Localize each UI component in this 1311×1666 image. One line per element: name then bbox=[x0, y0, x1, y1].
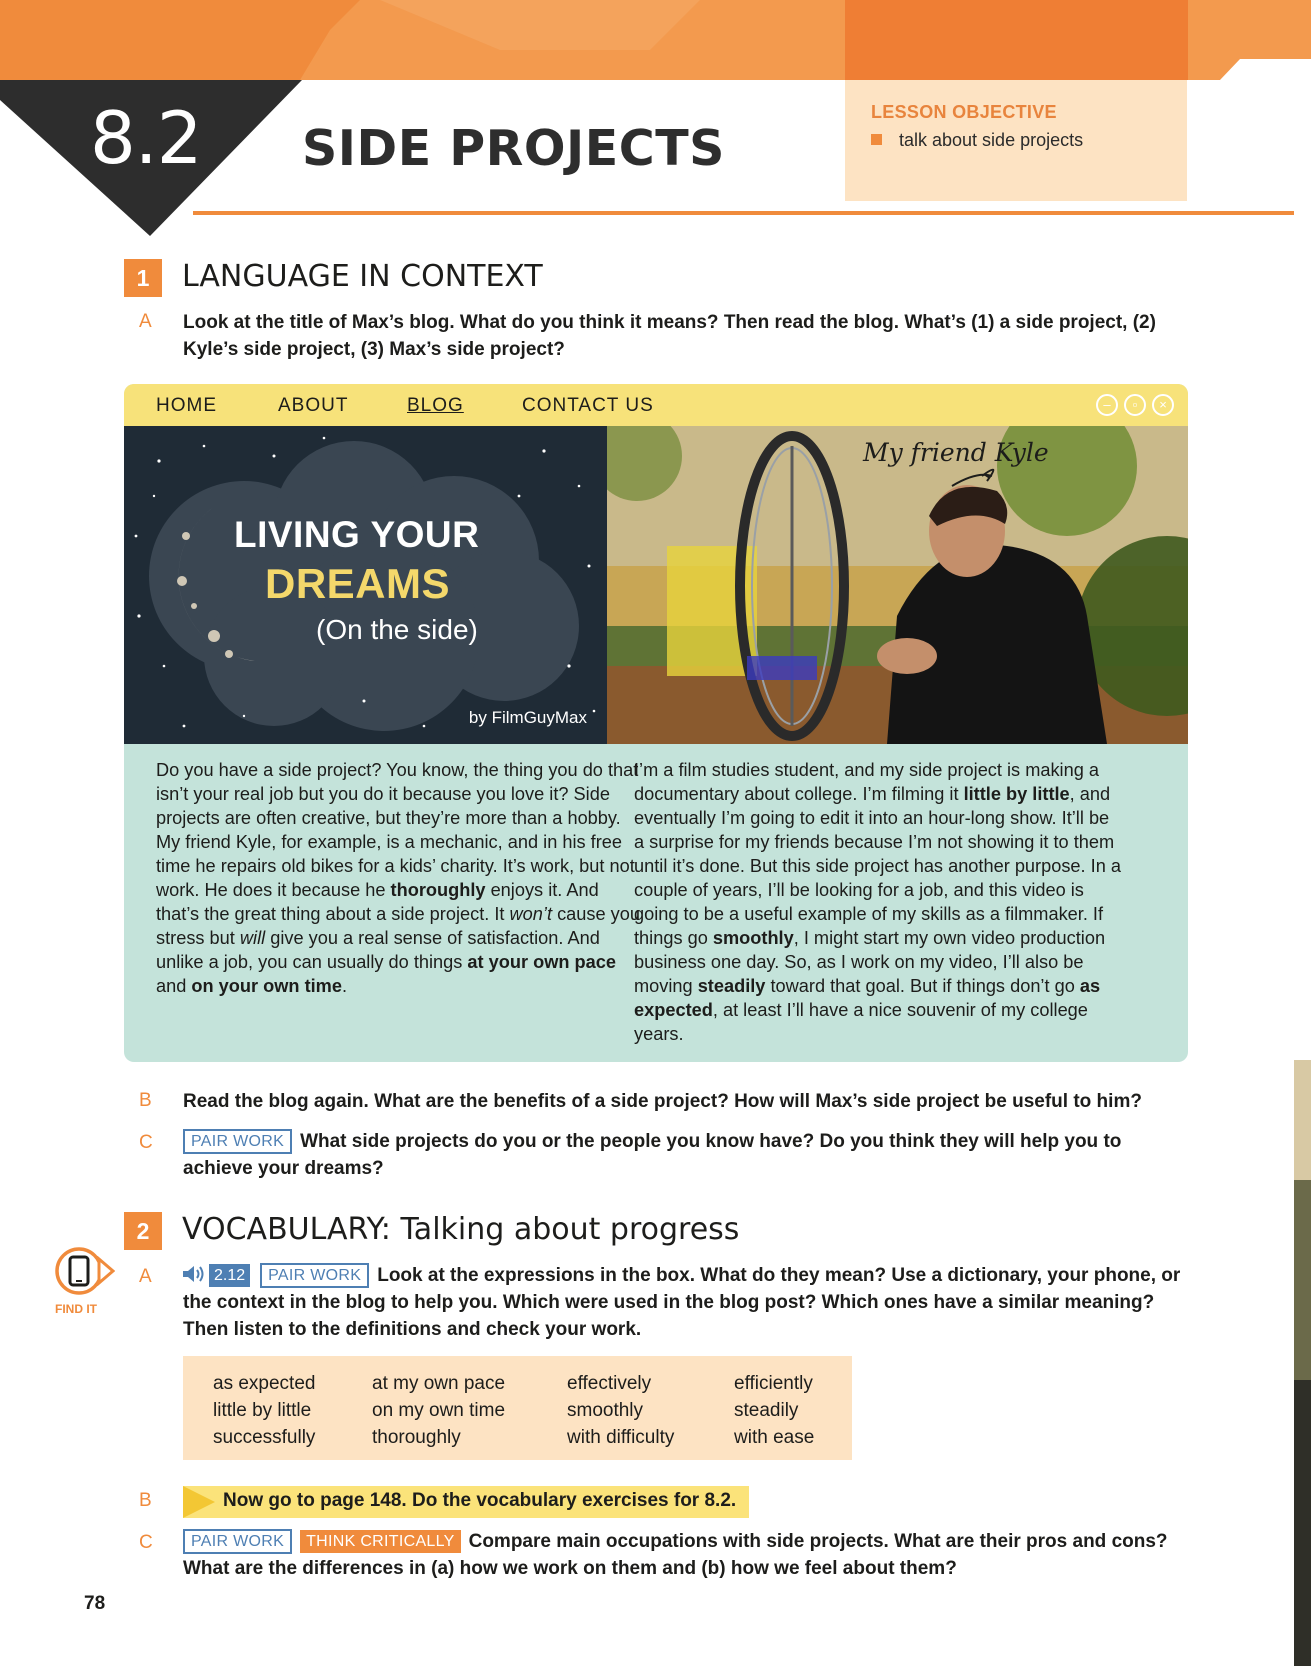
vocab-item: efficiently bbox=[734, 1373, 813, 1394]
blog-text-run: , and eventually I’m going to edit it into an hour-long show. It’ll be a surprise for my friends because I’m not showing it to them until it’s done. But this side project has another purpose. In a couple of years, I’ll be looking for a job, and this video is going to be a useful example of my skills as a filmmaker. If things go bbox=[634, 784, 1121, 948]
section-2-title: VOCABULARY: Talking about progress bbox=[182, 1212, 740, 1247]
nav-about[interactable]: ABOUT bbox=[278, 395, 349, 416]
audio-track-number[interactable]: 2.12 bbox=[209, 1264, 250, 1287]
blog-text-run: smoothly bbox=[712, 928, 794, 948]
blog-text-run: at your own pace bbox=[467, 952, 616, 972]
blog-text-run: I’m a film studies student, and my side project is making a documentary about college. I’m filming it bbox=[634, 760, 1099, 804]
think-critically-tag: THINK CRITICALLY bbox=[300, 1530, 461, 1553]
blog-text-run: give you a real sense of satisfaction. And unlike a job, you can usually do things bbox=[156, 928, 600, 972]
blog-text-run: , at least I’ll have a nice souvenir of my college years. bbox=[634, 1000, 1088, 1044]
exercise-2b-banner bbox=[183, 1486, 749, 1518]
minimize-icon[interactable]: – bbox=[1096, 394, 1118, 416]
vocab-item: successfully bbox=[213, 1427, 316, 1448]
vocab-column-3 bbox=[567, 1370, 674, 1451]
photo-caption: My friend Kyle bbox=[863, 438, 1049, 467]
exercise-1c-text: What side projects do you or the people you know have? Do you think they will help you to achieve your dreams? bbox=[183, 1131, 1122, 1179]
blog-hero-banner bbox=[124, 426, 607, 744]
objective-item bbox=[871, 130, 1083, 151]
photo-man-repairing-bike bbox=[607, 426, 1188, 744]
section-2-number: 2 bbox=[124, 1212, 162, 1250]
arrow-right-icon bbox=[183, 1486, 215, 1518]
blog-text-run: steadily bbox=[697, 976, 766, 996]
blog-text-run: little by little bbox=[963, 784, 1070, 804]
nav-contact-us[interactable]: CONTACT US bbox=[522, 395, 654, 416]
vocab-item: thoroughly bbox=[372, 1427, 461, 1448]
blog-text-run: won’t bbox=[509, 904, 553, 924]
vocab-column-4 bbox=[734, 1370, 814, 1451]
lesson-objective-box bbox=[845, 80, 1187, 201]
vocab-item: with difficulty bbox=[567, 1427, 675, 1448]
vocab-item: little by little bbox=[213, 1400, 312, 1421]
blog-text-run: on your own time bbox=[191, 976, 342, 996]
objective-item-text: talk about side projects bbox=[899, 130, 1084, 150]
header-divider bbox=[193, 211, 1294, 215]
maximize-icon[interactable]: ▫ bbox=[1124, 394, 1146, 416]
section-1-number: 1 bbox=[124, 259, 162, 297]
blog-column-1 bbox=[156, 758, 646, 998]
blog-hero-line1: LIVING YOUR bbox=[234, 514, 480, 555]
exercise-2c-letter: C bbox=[139, 1532, 153, 1553]
exercise-1b-letter: B bbox=[139, 1090, 152, 1111]
vocab-column-1 bbox=[213, 1370, 315, 1451]
vocab-item: at my own pace bbox=[372, 1373, 506, 1394]
blog-text-run: as expected bbox=[634, 976, 1101, 1020]
phone-icon bbox=[53, 1245, 115, 1301]
find-it-badge[interactable] bbox=[53, 1245, 115, 1319]
nav-home[interactable]: HOME bbox=[156, 395, 217, 416]
pair-work-tag: PAIR WORK bbox=[183, 1129, 292, 1154]
vocab-item: as expected bbox=[213, 1373, 316, 1394]
vocab-item: steadily bbox=[734, 1400, 799, 1421]
section-1-title: LANGUAGE IN CONTEXT bbox=[182, 259, 543, 294]
blog-hero-line3: (On the side) bbox=[316, 614, 478, 645]
exercise-2a-text: Look at the expressions in the box. What do they mean? Use a dictionary, your phone, or the context in the blog to help you. Which were used in the blog post? Which ones have a similar meaning? Then listen to the definitions and check your work. bbox=[183, 1265, 1181, 1340]
exercise-1a-instruction: Look at the title of Max’s blog. What do you think it means? Then read the blog. What’s (1) a side project, (2) Kyle’s side project, (3) Max’s side project? bbox=[183, 312, 1156, 360]
exercise-1c-instruction bbox=[183, 1128, 1193, 1182]
objective-heading: LESSON OBJECTIVE bbox=[871, 102, 1057, 122]
pair-work-tag: PAIR WORK bbox=[260, 1263, 369, 1288]
blog-column-2 bbox=[634, 758, 1124, 1046]
find-it-label: FIND IT bbox=[55, 1302, 97, 1316]
vocab-item: smoothly bbox=[567, 1400, 644, 1421]
nav-blog[interactable]: BLOG bbox=[407, 395, 464, 416]
blog-text-run: thoroughly bbox=[390, 880, 486, 900]
exercise-1a-letter: A bbox=[139, 311, 152, 332]
exercise-1c-letter: C bbox=[139, 1132, 153, 1153]
lesson-title: SIDE PROJECTS bbox=[302, 120, 725, 177]
exercise-2a-letter: A bbox=[139, 1266, 152, 1287]
bike-repair-photo bbox=[607, 426, 1188, 744]
vocabulary-box bbox=[183, 1356, 852, 1460]
blog-text-run: , I might start my own video production business one day. So, as I work on my video, I’ll also be moving bbox=[634, 928, 1106, 996]
vocab-item: on my own time bbox=[372, 1400, 506, 1421]
blog-text-run: enjoys it. And that’s the great thing about a side project. It bbox=[156, 880, 599, 924]
page-number: 78 bbox=[84, 1593, 106, 1614]
audio-speaker-icon[interactable] bbox=[183, 1265, 205, 1283]
blog-text-run: will bbox=[239, 928, 266, 948]
unit-number: 8.2 bbox=[90, 96, 202, 180]
blog-nav-bar bbox=[124, 384, 1188, 426]
vocab-item: with ease bbox=[734, 1427, 815, 1448]
exercise-2c-instruction bbox=[183, 1528, 1193, 1582]
right-edge-photo-strip bbox=[1294, 0, 1311, 1666]
blog-hero-line2: DREAMS bbox=[265, 560, 451, 607]
exercise-2b-letter: B bbox=[139, 1490, 152, 1511]
vocab-item: effectively bbox=[567, 1373, 652, 1394]
blog-text-run: and bbox=[156, 976, 192, 996]
close-icon[interactable]: × bbox=[1152, 394, 1174, 416]
bullet-square-icon bbox=[871, 134, 882, 145]
blog-text-run: cause you stress but bbox=[156, 904, 640, 948]
exercise-2c-text: Compare main occupations with side projects. What are their pros and cons? What are the differences in (a) how we work on them and (b) how we feel about them? bbox=[183, 1531, 1168, 1579]
blog-byline: by FilmGuyMax bbox=[468, 708, 587, 727]
pair-work-tag: PAIR WORK bbox=[183, 1529, 292, 1554]
exercise-2a-instruction bbox=[183, 1262, 1193, 1343]
blog-text-run: . bbox=[341, 976, 348, 996]
exercise-2b-text: Now go to page 148. Do the vocabulary exercises for 8.2. bbox=[223, 1490, 737, 1511]
blog-text-run: Do you have a side project? You know, the thing you do that isn’t your real job but you do it because you love it? Side projects are often creative, but they’re more than a hobby. My friend Kyle, for example, is a mechanic, and in his free time he repairs old bikes for a kids’ charity. It’s work, but not work. He does it because he bbox=[156, 760, 639, 900]
vocab-column-2 bbox=[372, 1370, 505, 1451]
blog-text-run: toward that goal. But if things don’t go bbox=[765, 976, 1080, 996]
exercise-1b-instruction: Read the blog again. What are the benefits of a side project? How will Max’s side project be useful to him? bbox=[183, 1091, 1142, 1112]
blog-window bbox=[124, 384, 1188, 1062]
